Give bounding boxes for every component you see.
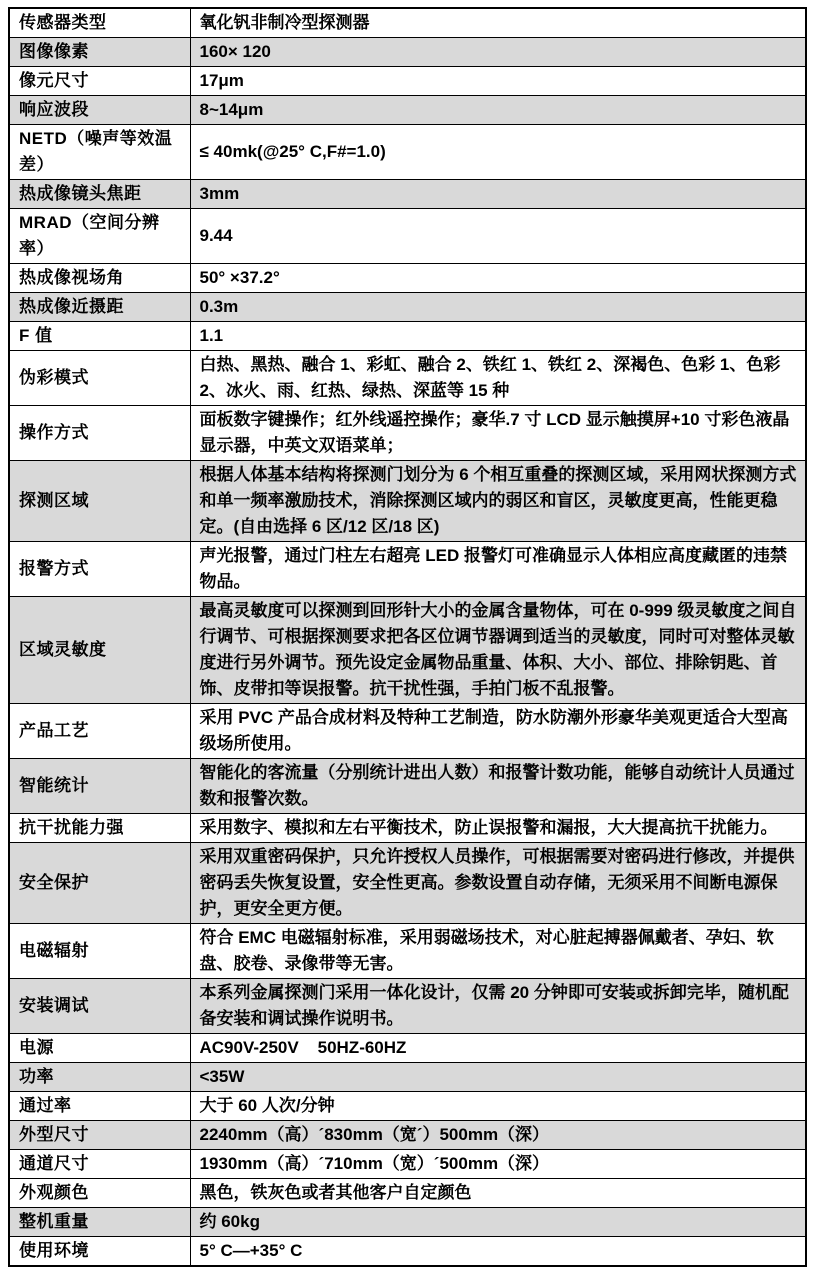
spec-value: 面板数字键操作；红外线遥控操作；豪华.7 寸 LCD 显示触摸屏+10 寸彩色液晶显示器，中英文双语菜单； (190, 406, 806, 461)
spec-value: ≤ 40mk(@25° C,F#=1.0) (190, 125, 806, 180)
spec-label: 操作方式 (9, 406, 190, 461)
table-row (9, 38, 806, 67)
spec-label: 热成像镜头焦距 (9, 180, 190, 209)
table-row (9, 1034, 806, 1063)
spec-value: AC90V-250V 50HZ-60HZ (190, 1034, 806, 1063)
spec-value: 黑色，铁灰色或者其他客户自定颜色 (190, 1179, 806, 1208)
spec-label: 使用环境 (9, 1237, 190, 1267)
spec-value: 白热、黑热、融合 1、彩虹、融合 2、铁红 1、铁红 2、深褐色、色彩 1、色彩 2、冰火、雨、红热、绿热、深蓝等 15 种 (190, 351, 806, 406)
spec-value: 智能化的客流量（分别统计进出人数）和报警计数功能，能够自动统计人员通过数和报警次数。 (190, 759, 806, 814)
table-row (9, 542, 806, 597)
spec-value: 声光报警，通过门柱左右超亮 LED 报警灯可准确显示人体相应高度藏匿的违禁物品。 (190, 542, 806, 597)
spec-label: 功率 (9, 1063, 190, 1092)
table-row (9, 1208, 806, 1237)
table-row (9, 461, 806, 542)
spec-label: 报警方式 (9, 542, 190, 597)
spec-value: 最高灵敏度可以探测到回形针大小的金属含量物体，可在 0-999 级灵敏度之间自行调节、可根据探测要求把各区位调节器调到适当的灵敏度，同时可对整体灵敏度进行另外调节。预先设定金属物品重量、体积、大小、部位、排除钥匙、首饰、皮带扣等误报警。抗干扰性强，手拍门板不乱报警。 (190, 597, 806, 704)
spec-label: 电源 (9, 1034, 190, 1063)
spec-label: 图像像素 (9, 38, 190, 67)
spec-label: 外型尺寸 (9, 1121, 190, 1150)
spec-label: 抗干扰能力强 (9, 814, 190, 843)
table-row (9, 67, 806, 96)
spec-value: 2240mm（高）´830mm（宽´）500mm（深） (190, 1121, 806, 1150)
table-row (9, 1063, 806, 1092)
spec-label: 安全保护 (9, 843, 190, 924)
spec-label: 热成像视场角 (9, 264, 190, 293)
spec-label: MRAD（空间分辨率） (9, 209, 190, 264)
table-row (9, 1092, 806, 1121)
spec-label: 响应波段 (9, 96, 190, 125)
spec-value: 1930mm（高）´710mm（宽）´500mm（深） (190, 1150, 806, 1179)
spec-label: 伪彩模式 (9, 351, 190, 406)
table-row (9, 209, 806, 264)
table-row (9, 843, 806, 924)
spec-label: NETD（噪声等效温差） (9, 125, 190, 180)
spec-value: <35W (190, 1063, 806, 1092)
spec-label: 通过率 (9, 1092, 190, 1121)
spec-label: 产品工艺 (9, 704, 190, 759)
spec-value: 采用双重密码保护，只允许授权人员操作，可根据需要对密码进行修改，并提供密码丢失恢复设置，安全性更高。参数设置自动存储，无须采用不间断电源保护，更安全更方便。 (190, 843, 806, 924)
table-row (9, 96, 806, 125)
table-row (9, 924, 806, 979)
spec-label: 智能统计 (9, 759, 190, 814)
spec-value: 约 60kg (190, 1208, 806, 1237)
spec-label: 外观颜色 (9, 1179, 190, 1208)
table-row (9, 759, 806, 814)
table-row (9, 351, 806, 406)
table-row (9, 597, 806, 704)
table-row (9, 293, 806, 322)
spec-value: 采用 PVC 产品合成材料及特种工艺制造，防水防潮外形豪华美观更适合大型高级场所使用。 (190, 704, 806, 759)
product-spec-table (8, 7, 807, 1267)
table-row (9, 1237, 806, 1267)
spec-value: 根据人体基本结构将探测门划分为 6 个相互重叠的探测区域，采用网状探测方式和单一频率激励技术，消除探测区域内的弱区和盲区，灵敏度更高，性能更稳定。(自由选择 6 区/12 区/18 区) (190, 461, 806, 542)
spec-label: 整机重量 (9, 1208, 190, 1237)
spec-value: 3mm (190, 180, 806, 209)
table-row (9, 979, 806, 1034)
table-row (9, 814, 806, 843)
spec-label: 区域灵敏度 (9, 597, 190, 704)
spec-value: 50° ×37.2° (190, 264, 806, 293)
spec-value: 大于 60 人次/分钟 (190, 1092, 806, 1121)
spec-value: 160× 120 (190, 38, 806, 67)
spec-value: 符合 EMC 电磁辐射标准，采用弱磁场技术，对心脏起搏器佩戴者、孕妇、软盘、胶卷、录像带等无害。 (190, 924, 806, 979)
spec-value: 5° C—+35° C (190, 1237, 806, 1267)
spec-label: 通道尺寸 (9, 1150, 190, 1179)
table-row (9, 180, 806, 209)
spec-value: 9.44 (190, 209, 806, 264)
spec-label: 传感器类型 (9, 8, 190, 38)
table-row (9, 1150, 806, 1179)
spec-label: 电磁辐射 (9, 924, 190, 979)
spec-label: F 值 (9, 322, 190, 351)
spec-label: 探测区域 (9, 461, 190, 542)
spec-value: 0.3m (190, 293, 806, 322)
table-row (9, 264, 806, 293)
table-row (9, 1121, 806, 1150)
table-row (9, 8, 806, 38)
spec-value: 17μm (190, 67, 806, 96)
table-row (9, 704, 806, 759)
table-row (9, 125, 806, 180)
table-row (9, 322, 806, 351)
spec-value: 8~14μm (190, 96, 806, 125)
spec-value: 氧化钒非制冷型探测器 (190, 8, 806, 38)
table-row (9, 406, 806, 461)
spec-value: 采用数字、模拟和左右平衡技术，防止误报警和漏报，大大提高抗干扰能力。 (190, 814, 806, 843)
spec-label: 像元尺寸 (9, 67, 190, 96)
spec-label: 热成像近摄距 (9, 293, 190, 322)
table-row (9, 1179, 806, 1208)
spec-value: 1.1 (190, 322, 806, 351)
spec-value: 本系列金属探测门采用一体化设计，仅需 20 分钟即可安装或拆卸完毕，随机配备安装和调试操作说明书。 (190, 979, 806, 1034)
spec-label: 安装调试 (9, 979, 190, 1034)
